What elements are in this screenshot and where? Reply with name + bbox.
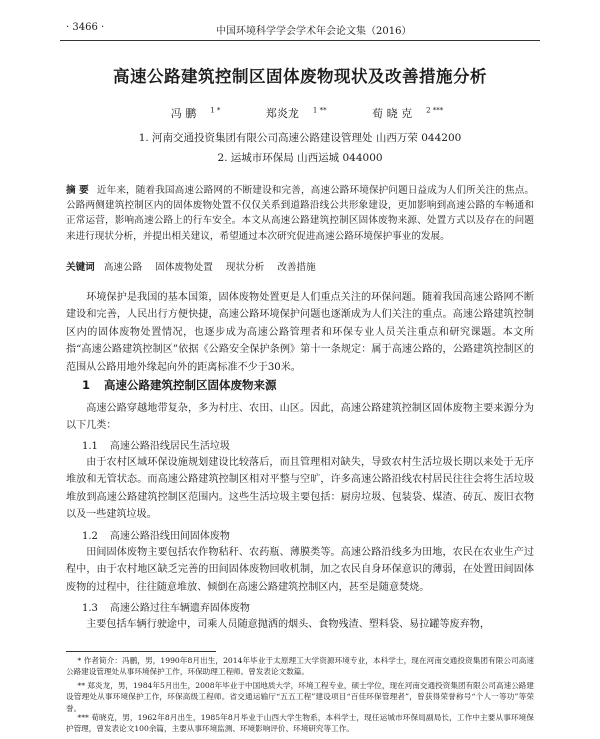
author-name: 荀 晓 克: [372, 107, 413, 120]
affiliation: 1. 河南交通投资集团有限公司高速公路建设管理处 山西万荣 044200: [138, 132, 462, 144]
subsection-number: 1.3: [82, 603, 98, 614]
abstract-text: 近年来，随着我国高速公路网的不断建设和完善，高速公路环境保护问题日益成为人们所关注的焦点。公路两侧建筑控制区内的固体废物处置不仅仅关系到道路沿线公共形象建设，更加影响到高速公路的车畅通和正常运营，影响高速公路上的行车安全。本文从高速公路建筑控制区固体废物来源、处置方式以及存在的问题来进行现状分析，并提出相关建议，希望通过本次研究促进高速公路环境保护事业的发展。: [66, 185, 535, 242]
section-title: 高速公路建筑控制区固体废物来源: [104, 378, 277, 392]
keywords-label: 关键词: [66, 262, 95, 273]
section-heading: [82, 377, 277, 393]
affiliation: 2. 运城市环保局 山西运城 044000: [217, 152, 383, 164]
author-sup: 1 **: [312, 106, 327, 115]
author-list: [0, 105, 600, 121]
body-paragraph: 主要包括车辆行驶途中，司乘人员随意抛洒的烟头、食物残渣、塑料袋、易拉罐等废弃物，: [86, 619, 490, 630]
body-paragraph: 由于农村区域环保设施规划建设比较落后，而且管理相对缺失，导致农村生活垃圾长期以来处于无序堆放和无管状态。而高速公路建筑控制区相对平整与空旷，许多高速公路沿线农村居民往往会将生活垃圾堆放到高速公路建筑控制区范围内。这些生活垃圾主要包括：厨房垃圾、包装袋、煤渣、砖瓦、废旧衣物以及一些建筑垃圾。: [66, 457, 534, 521]
author-sup: 1 *: [210, 106, 221, 115]
author-name: 郑炎龙: [265, 107, 299, 120]
subsection-title: 高速公路过往车辆遗弃固体废物: [109, 603, 250, 614]
subsection-heading: [82, 527, 230, 542]
paper-title: 高速公路建筑控制区固体废物现状及改善措施分析: [113, 67, 487, 86]
keyword: 固体废物处置: [155, 262, 213, 273]
footnote: *** 荀晓克，男，1962年8月出生，1985年8月毕业于山西大学生物系，本科学士，现任运城市环保局副局长，工作中主要从事环境保护管理，曾发表论文100余篇，主要从事环境监测、环境影响评价、环境研究等工作。: [66, 713, 534, 734]
author-name: 冯 鹏: [170, 107, 197, 120]
section-number: 1: [82, 378, 91, 392]
footnote: * 作者简介：冯鹏，男，1990年8月出生，2014年毕业于太原理工大学资源环境专业，本科学士，现在河南交通投资集团有限公司高速公路建设管理处从事环境保护工作，环保助理工程师。曾发表论文数篇。: [66, 656, 534, 677]
author-sup: 2 ***: [426, 106, 444, 115]
subsection-title: 高速公路沿线居民生活垃圾: [109, 441, 230, 452]
running-header: [66, 22, 534, 38]
subsection-number: 1.2: [82, 531, 98, 542]
page-number: · 3466 ·: [66, 22, 105, 33]
intro-paragraph: 环境保护是我国的基本国策，固体废物处置更是人们重点关注的环保问题。随着我国高速公路网不断建设和完善，人民出行方便快捷，高速公路环境保护问题也逐渐成为人们关注的重点。高速公路建筑控制区内的固体废物处置情况，也逐步成为高速公路管理者和环保专业人员关注重点和研究课题。本文所指“高速公路建筑控制区”依据《公路安全保护条例》第十一条规定：属于高速公路的，公路建筑控制区的范围从公路用地外缘起向外的距离标准不少于30米。: [66, 292, 534, 373]
subsection-heading: [82, 437, 230, 452]
keyword: 高速公路: [103, 262, 143, 273]
author: [157, 107, 221, 120]
header-rule: [60, 40, 540, 41]
abstract-label: 摘 要: [66, 185, 89, 196]
abstract: [66, 183, 534, 244]
keyword: 现状分析: [225, 262, 265, 273]
author: [358, 107, 443, 120]
keywords: [66, 259, 534, 273]
footnote: ** 郑炎龙，男，1984年5月出生，2008年毕业于中国地质大学，环境工程专业，硕士学位，现在河南交通投资集团有限公司高速公路建设管理处从事环境保护工作，环保高级工程师。省交通运输厅“五五工程”建设项目“百佳环保管理者”，曾获得荣誉称号“个人一等功”等荣誉。: [66, 681, 534, 713]
author: [252, 107, 327, 120]
footnote-rule: [66, 651, 216, 652]
body-paragraph: 田间固体废物主要包括农作物秸秆、农药瓶、薄膜类等。高速公路沿线多为田地，农民在农业生产过程中，由于农村地区缺乏完善的田间固体废物回收机制，加之农民自身环保意识的薄弱，在处置田间固体废物的过程中，往往随意堆放、倾倒在高速公路建筑控制区内，甚至是随意焚烧。: [66, 547, 534, 593]
keyword: 改善措施: [277, 262, 316, 273]
journal-name: 中国环境科学学会学术年会论文集（2016）: [216, 26, 412, 37]
subsection-title: 高速公路沿线田间固体废物: [109, 531, 230, 542]
section-intro-paragraph: 高速公路穿越地带复杂，多为村庄、农田、山区。因此，高速公路建筑控制区固体废物主要来源分为以下几类：: [66, 403, 534, 432]
subsection-number: 1.1: [82, 441, 98, 452]
subsection-heading: [82, 599, 250, 614]
